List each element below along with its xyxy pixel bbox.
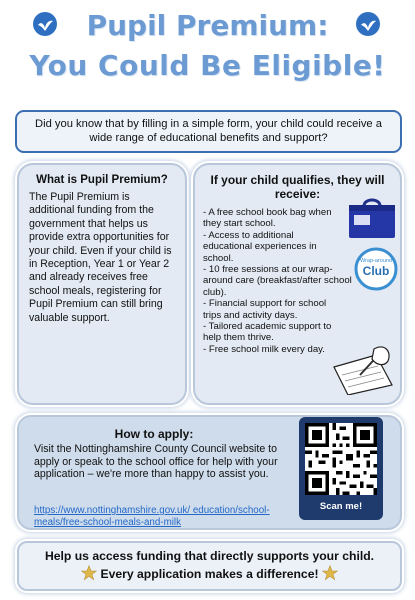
benefit-item: - Access to additional educational experiences in school.	[203, 229, 317, 264]
what-is-body: The Pupil Premium is additional funding from the government that helps us provide extra opportunities for your child. Even if your child is in Reception, Year 1 or Year 2 and already receives free school meals, registering for Pupil Premium can still bring valuable support.	[29, 191, 172, 324]
club-logo	[354, 247, 398, 291]
intro-text: Did you know that by filling in a simple form, your child could receive a wide range of educational benefits and support?	[35, 118, 382, 144]
page-title	[0, 6, 415, 86]
apply-heading: How to apply:	[114, 427, 194, 441]
qr-code[interactable]	[305, 423, 377, 495]
what-is-heading: What is Pupil Premium?	[36, 174, 168, 186]
qr-label: Scan me!	[319, 501, 363, 512]
apply-body: Visit the Nottinghamshire County Council website to apply or speak to the school office for help with your application – we're more than happy to assist you.	[34, 443, 278, 480]
footer-box	[17, 541, 402, 591]
footer-line-1: Help us access funding that directly supports your child.	[44, 549, 375, 563]
title-line-2: You Could Be Eligible!	[29, 49, 386, 82]
apply-link[interactable]: https://www.nottinghamshire.gov.uk/ education/school-meals/free-school-meals-and-milk	[34, 505, 270, 528]
benefit-item: - A free school book bag when they start school.	[203, 207, 332, 230]
benefit-item: - Free school milk every day.	[203, 343, 325, 355]
what-is-panel	[17, 163, 187, 405]
footer-line-2-row	[19, 565, 400, 583]
benefit-item: - Financial support for school trips and activity days.	[203, 298, 327, 321]
star-icon	[322, 565, 338, 581]
star-icon	[81, 565, 97, 581]
club-logo-top: Wrap-around	[360, 258, 392, 264]
book-bag-icon	[346, 196, 398, 240]
benefit-item: - 10 free sessions at our wrap-around care (breakfast/after school club).	[203, 264, 352, 298]
qr-box[interactable]	[299, 417, 383, 520]
benefit-item: - Tailored academic support to help them thrive.	[203, 321, 332, 344]
footer-line-2: Every application makes a difference!	[100, 567, 319, 581]
club-logo-main: Club	[362, 264, 390, 278]
writing-hand-icon	[330, 345, 396, 395]
intro-box	[15, 110, 402, 153]
benefits-heading: If your child qualifies, they will receive:	[210, 173, 385, 201]
title-line-1: Pupil Premium:	[86, 9, 329, 42]
